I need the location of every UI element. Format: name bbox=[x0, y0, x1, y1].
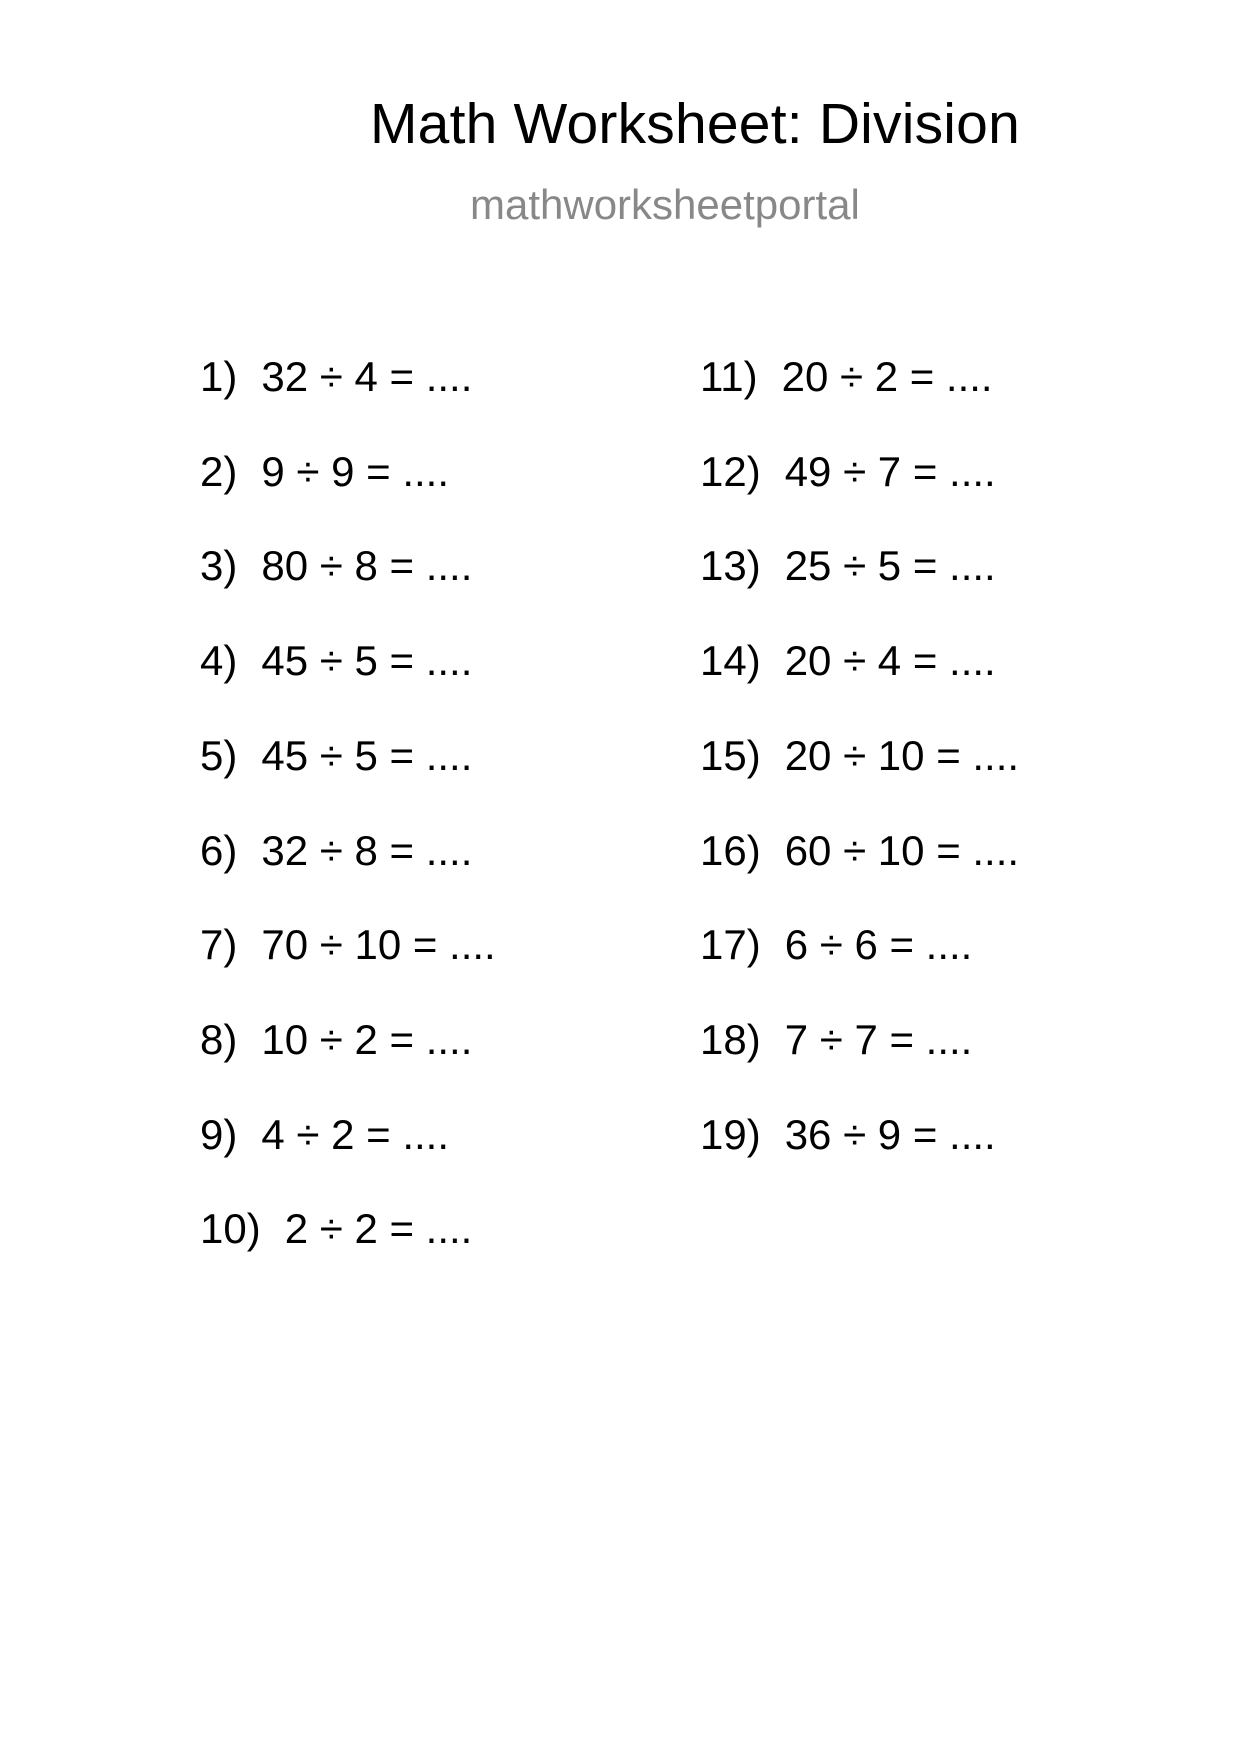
problem-item bbox=[200, 732, 473, 779]
problem-expression: 25 ÷ 5 = .... bbox=[784, 542, 996, 589]
problem-item bbox=[200, 542, 473, 589]
problem-number: 17) bbox=[700, 921, 761, 968]
problem-expression: 60 ÷ 10 = .... bbox=[784, 827, 1020, 874]
problem-expression: 2 ÷ 2 = .... bbox=[284, 1205, 473, 1252]
problem-number: 4) bbox=[200, 637, 238, 684]
problem-item bbox=[700, 542, 996, 589]
problem-expression: 4 ÷ 2 = .... bbox=[261, 1111, 450, 1158]
problem-expression: 20 ÷ 10 = .... bbox=[784, 732, 1020, 779]
problem-expression: 20 ÷ 4 = .... bbox=[784, 637, 996, 684]
problem-number: 7) bbox=[200, 921, 238, 968]
problem-item bbox=[700, 1111, 996, 1158]
problem-number: 3) bbox=[200, 542, 238, 589]
worksheet-subtitle: mathworksheetportal bbox=[470, 181, 860, 228]
problem-item bbox=[700, 353, 993, 400]
problem-item bbox=[200, 1111, 450, 1158]
problem-item bbox=[200, 1016, 473, 1063]
problem-expression: 6 ÷ 6 = .... bbox=[784, 921, 973, 968]
problem-number: 13) bbox=[700, 542, 761, 589]
problem-expression: 45 ÷ 5 = .... bbox=[261, 732, 473, 779]
problem-item bbox=[200, 1205, 473, 1252]
problem-number: 15) bbox=[700, 732, 761, 779]
problem-number: 18) bbox=[700, 1016, 761, 1063]
problem-number: 14) bbox=[700, 637, 761, 684]
problem-number: 11) bbox=[700, 353, 758, 400]
problem-number: 16) bbox=[700, 827, 761, 874]
problem-expression: 36 ÷ 9 = .... bbox=[784, 1111, 996, 1158]
problem-expression: 49 ÷ 7 = .... bbox=[784, 448, 996, 495]
problem-expression: 80 ÷ 8 = .... bbox=[261, 542, 473, 589]
problem-number: 19) bbox=[700, 1111, 761, 1158]
problem-expression: 32 ÷ 4 = .... bbox=[261, 353, 473, 400]
problem-expression: 45 ÷ 5 = .... bbox=[261, 637, 473, 684]
problem-item bbox=[700, 827, 1020, 874]
problem-number: 12) bbox=[700, 448, 761, 495]
problem-number: 5) bbox=[200, 732, 238, 779]
problem-item bbox=[700, 921, 973, 968]
problem-number: 10) bbox=[200, 1205, 261, 1252]
problem-expression: 20 ÷ 2 = .... bbox=[781, 353, 993, 400]
problem-number: 1) bbox=[200, 353, 238, 400]
problem-expression: 7 ÷ 7 = .... bbox=[784, 1016, 973, 1063]
problem-item bbox=[200, 827, 473, 874]
problem-item bbox=[200, 353, 473, 400]
problem-expression: 9 ÷ 9 = .... bbox=[261, 448, 450, 495]
problem-item bbox=[700, 637, 996, 684]
problem-number: 2) bbox=[200, 448, 238, 495]
problem-item bbox=[200, 637, 473, 684]
problem-item bbox=[200, 448, 450, 495]
problem-expression: 10 ÷ 2 = .... bbox=[261, 1016, 473, 1063]
worksheet-title: Math Worksheet: Division bbox=[370, 92, 1020, 156]
problem-item bbox=[700, 1016, 973, 1063]
problem-number: 6) bbox=[200, 827, 238, 874]
problem-number: 8) bbox=[200, 1016, 238, 1063]
problem-expression: 32 ÷ 8 = .... bbox=[261, 827, 473, 874]
problem-expression: 70 ÷ 10 = .... bbox=[261, 921, 496, 968]
problem-item bbox=[200, 921, 496, 968]
problem-item bbox=[700, 448, 996, 495]
problem-number: 9) bbox=[200, 1111, 238, 1158]
problem-item bbox=[700, 732, 1020, 779]
